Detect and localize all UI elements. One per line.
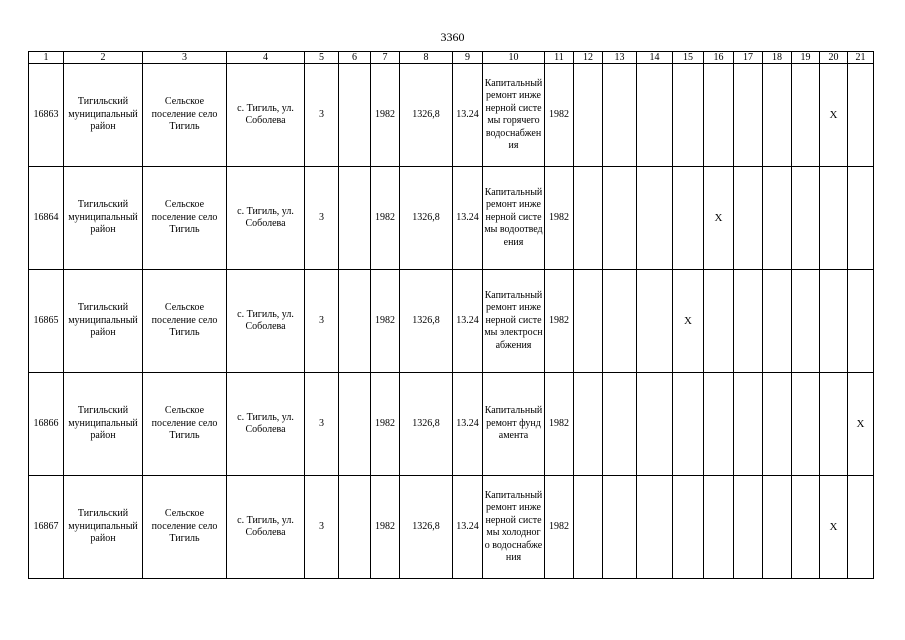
table-row <box>29 373 874 476</box>
table-cell: X <box>673 270 704 373</box>
area-cell: 1326,8 <box>400 476 453 579</box>
table-cell <box>820 270 848 373</box>
year-cell: 1982 <box>371 167 400 270</box>
table-cell <box>637 64 673 167</box>
settlement-cell: Сельское поселение село Тигиль <box>143 373 227 476</box>
table-cell: X <box>704 167 734 270</box>
table-cell <box>792 167 820 270</box>
table-cell: 3 <box>305 373 339 476</box>
table-cell <box>848 270 874 373</box>
column-header: 1 <box>29 52 64 64</box>
table-cell <box>763 64 792 167</box>
table-cell <box>673 167 704 270</box>
address-cell: с. Тигиль, ул. Соболева <box>227 270 305 373</box>
table-cell: 13.24 <box>453 270 483 373</box>
table-cell: 13.24 <box>453 373 483 476</box>
table-cell <box>848 167 874 270</box>
table-cell <box>673 476 704 579</box>
column-header: 17 <box>734 52 763 64</box>
column-header: 7 <box>371 52 400 64</box>
table-cell <box>603 167 637 270</box>
column-header: 16 <box>704 52 734 64</box>
year-cell: 1982 <box>371 476 400 579</box>
table-cell <box>704 270 734 373</box>
page-number: 3360 <box>440 30 465 44</box>
table-cell <box>820 373 848 476</box>
table-cell <box>339 476 371 579</box>
table-cell: 3 <box>305 270 339 373</box>
year-cell: 1982 <box>545 476 574 579</box>
table-cell <box>734 476 763 579</box>
table-cell <box>339 270 371 373</box>
area-cell: 1326,8 <box>400 373 453 476</box>
table-cell <box>603 64 637 167</box>
record-number-cell: 16866 <box>29 373 64 476</box>
table-cell <box>792 270 820 373</box>
table-cell <box>339 373 371 476</box>
year-cell: 1982 <box>371 270 400 373</box>
year-cell: 1982 <box>371 64 400 167</box>
settlement-cell: Сельское поселение село Тигиль <box>143 270 227 373</box>
table-cell <box>734 373 763 476</box>
column-header: 21 <box>848 52 874 64</box>
table-cell <box>603 476 637 579</box>
district-cell: Тигильский муниципальный район <box>64 167 143 270</box>
table-cell <box>763 167 792 270</box>
address-cell: с. Тигиль, ул. Соболева <box>227 167 305 270</box>
table-row <box>29 64 874 167</box>
column-header: 2 <box>64 52 143 64</box>
table-cell: X <box>820 64 848 167</box>
column-header: 4 <box>227 52 305 64</box>
table-cell <box>637 167 673 270</box>
column-header: 9 <box>453 52 483 64</box>
table-cell <box>574 167 603 270</box>
address-cell: с. Тигиль, ул. Соболева <box>227 476 305 579</box>
area-cell: 1326,8 <box>400 270 453 373</box>
table-cell <box>763 373 792 476</box>
table-cell <box>820 167 848 270</box>
year-cell: 1982 <box>545 167 574 270</box>
table-cell <box>574 270 603 373</box>
table-cell <box>673 64 704 167</box>
column-header: 13 <box>603 52 637 64</box>
district-cell: Тигильский муниципальный район <box>64 476 143 579</box>
table-row <box>29 167 874 270</box>
year-cell: 1982 <box>371 373 400 476</box>
table-cell: X <box>820 476 848 579</box>
year-cell: 1982 <box>545 373 574 476</box>
area-cell: 1326,8 <box>400 167 453 270</box>
table-cell: 3 <box>305 64 339 167</box>
year-cell: 1982 <box>545 64 574 167</box>
district-cell: Тигильский муниципальный район <box>64 270 143 373</box>
table-cell <box>792 64 820 167</box>
table-cell <box>704 476 734 579</box>
district-cell: Тигильский муниципальный район <box>64 373 143 476</box>
column-header: 10 <box>483 52 545 64</box>
table-cell <box>673 373 704 476</box>
column-header: 14 <box>637 52 673 64</box>
record-number-cell: 16863 <box>29 64 64 167</box>
column-header: 20 <box>820 52 848 64</box>
table-cell <box>637 373 673 476</box>
column-header: 5 <box>305 52 339 64</box>
settlement-cell: Сельское поселение село Тигиль <box>143 64 227 167</box>
table-cell <box>734 270 763 373</box>
table-cell <box>574 373 603 476</box>
record-number-cell: 16867 <box>29 476 64 579</box>
address-cell: с. Тигиль, ул. Соболева <box>227 64 305 167</box>
work-type-cell: Капитальный ремонт инженерной системы холодного водоснабжения <box>483 476 545 579</box>
table-cell <box>704 373 734 476</box>
table-cell <box>603 270 637 373</box>
table-cell <box>792 476 820 579</box>
table-cell <box>763 476 792 579</box>
column-header: 8 <box>400 52 453 64</box>
register-table <box>28 51 874 579</box>
table-cell <box>734 64 763 167</box>
work-type-cell: Капитальный ремонт фундамента <box>483 373 545 476</box>
record-number-cell: 16865 <box>29 270 64 373</box>
column-header: 18 <box>763 52 792 64</box>
table-row <box>29 476 874 579</box>
column-header: 12 <box>574 52 603 64</box>
table-row <box>29 270 874 373</box>
column-header: 19 <box>792 52 820 64</box>
table-cell <box>848 476 874 579</box>
address-cell: с. Тигиль, ул. Соболева <box>227 373 305 476</box>
column-header: 3 <box>143 52 227 64</box>
table-cell: 13.24 <box>453 167 483 270</box>
table-cell <box>637 270 673 373</box>
table-cell: X <box>848 373 874 476</box>
column-header: 11 <box>545 52 574 64</box>
column-header: 15 <box>673 52 704 64</box>
table-cell <box>339 167 371 270</box>
table-cell <box>763 270 792 373</box>
table-cell <box>704 64 734 167</box>
area-cell: 1326,8 <box>400 64 453 167</box>
table-cell: 3 <box>305 167 339 270</box>
table-cell <box>574 476 603 579</box>
column-number-row <box>29 52 874 64</box>
settlement-cell: Сельское поселение село Тигиль <box>143 476 227 579</box>
record-number-cell: 16864 <box>29 167 64 270</box>
work-type-cell: Капитальный ремонт инженерной системы горячего водоснабжения <box>483 64 545 167</box>
work-type-cell: Капитальный ремонт инженерной системы электроснабжения <box>483 270 545 373</box>
work-type-cell: Капитальный ремонт инженерной системы водоотведения <box>483 167 545 270</box>
table-cell <box>574 64 603 167</box>
table-cell <box>603 373 637 476</box>
table-cell <box>848 64 874 167</box>
table-cell <box>734 167 763 270</box>
table-cell: 13.24 <box>453 64 483 167</box>
table-cell <box>637 476 673 579</box>
table-cell: 3 <box>305 476 339 579</box>
district-cell: Тигильский муниципальный район <box>64 64 143 167</box>
settlement-cell: Сельское поселение село Тигиль <box>143 167 227 270</box>
table-cell <box>792 373 820 476</box>
column-header: 6 <box>339 52 371 64</box>
table-cell: 13.24 <box>453 476 483 579</box>
year-cell: 1982 <box>545 270 574 373</box>
table-cell <box>339 64 371 167</box>
